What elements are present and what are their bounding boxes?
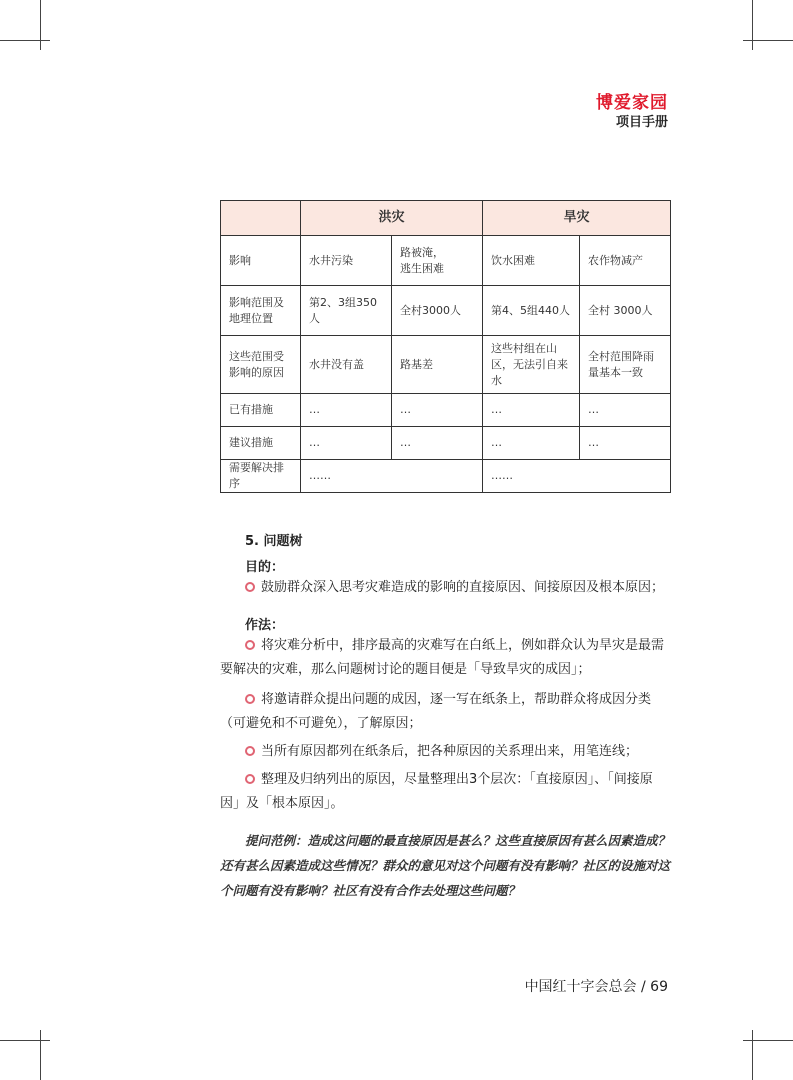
- crop-mark: [0, 1040, 50, 1041]
- row-label: 影响范围及地理位置: [221, 286, 301, 336]
- bullet-icon: [245, 694, 255, 704]
- brand-title: 博爱家园: [596, 93, 668, 113]
- method-text: 当所有原因都列在纸条后，把各种原因的关系理出来，用笔连线；: [261, 744, 639, 759]
- method-item: [220, 634, 670, 682]
- table-header-row: [221, 201, 671, 236]
- table-cell: 饮水困难: [483, 236, 580, 286]
- page-footer: 中国红十字会总会 / 69: [524, 979, 668, 995]
- row-label: 影响: [221, 236, 301, 286]
- crop-mark: [743, 1040, 793, 1041]
- table-row: [221, 394, 671, 427]
- table-cell: …: [483, 394, 580, 427]
- crop-mark: [752, 0, 753, 50]
- method-text: 将邀请群众提出问题的成因，逐一写在纸条上，帮助群众将成因分类（可避免和不可避免），了解原因；: [220, 692, 652, 731]
- crop-mark: [0, 40, 50, 41]
- table-cell: ……: [483, 460, 671, 493]
- row-label: 需要解决排序: [221, 460, 301, 493]
- table-cell: 全村范围降雨量基本一致: [580, 336, 671, 394]
- table-corner-cell: [221, 201, 301, 236]
- section-title: 5. 问题树: [245, 534, 303, 549]
- analysis-table: [220, 200, 671, 493]
- method-label: 作法：: [245, 618, 285, 633]
- table-cell: 水井污染: [301, 236, 392, 286]
- method-item: [220, 740, 670, 764]
- crop-mark: [40, 1030, 41, 1080]
- table-row: [221, 460, 671, 493]
- example-questions: 提问范例：造成这问题的最直接原因是甚么？这些直接原因有甚么因素造成？还有甚么因素造成这些情况？群众的意见对这个问题有没有影响？社区的设施对这个问题有没有影响？社区有没有合作去处理这些问题？: [220, 833, 671, 898]
- bullet-icon: [245, 746, 255, 756]
- bullet-icon: [245, 582, 255, 592]
- table-cell: 农作物减产: [580, 236, 671, 286]
- purpose-label: 目的：: [245, 560, 285, 575]
- crop-mark: [743, 40, 793, 41]
- table-cell: …: [392, 427, 483, 460]
- table-cell: …: [580, 427, 671, 460]
- table-cell: …: [301, 427, 392, 460]
- table-cell: …: [301, 394, 392, 427]
- purpose-text: 鼓励群众深入思考灾难造成的影响的直接原因、间接原因及根本原因；: [261, 580, 665, 595]
- crop-mark: [40, 0, 41, 50]
- table-row: [221, 286, 671, 336]
- table-cell: 全村3000人: [392, 286, 483, 336]
- row-label: 建议措施: [221, 427, 301, 460]
- brand-subtitle: 项目手册: [615, 115, 668, 130]
- method-text: 将灾难分析中，排序最高的灾难写在白纸上，例如群众认为旱灾是最需要解决的灾难，那么问题树讨论的题目便是「导致旱灾的成因」；: [220, 638, 665, 677]
- table-cell: 第4、5组440人: [483, 286, 580, 336]
- table-header-flood: 洪灾: [301, 201, 483, 236]
- method-text: 整理及归纳列出的原因，尽量整理出3个层次：「直接原因」、「间接原因」及「根本原因」。: [220, 772, 653, 811]
- page-header: [596, 92, 668, 132]
- table-cell: 第2、3组350人: [301, 286, 392, 336]
- purpose-item: [245, 576, 675, 595]
- table-row: [221, 236, 671, 286]
- table-header-drought: 旱灾: [483, 201, 671, 236]
- table-cell: …: [392, 394, 483, 427]
- row-label: 已有措施: [221, 394, 301, 427]
- table-cell: 这些村组在山区，无法引自来水: [483, 336, 580, 394]
- bullet-icon: [245, 640, 255, 650]
- bullet-icon: [245, 774, 255, 784]
- table-cell: …: [580, 394, 671, 427]
- table-cell: …: [483, 427, 580, 460]
- table-cell: 路基差: [392, 336, 483, 394]
- table-cell: 全村 3000人: [580, 286, 671, 336]
- table-row: [221, 427, 671, 460]
- row-label: 这些范围受影响的原因: [221, 336, 301, 394]
- table-cell: ……: [301, 460, 483, 493]
- crop-mark: [752, 1030, 753, 1080]
- table-cell: 水井没有盖: [301, 336, 392, 394]
- method-item: [220, 768, 670, 816]
- table-row: [221, 336, 671, 394]
- method-item: [220, 688, 670, 736]
- table-cell: 路被淹， 逃生困难: [392, 236, 483, 286]
